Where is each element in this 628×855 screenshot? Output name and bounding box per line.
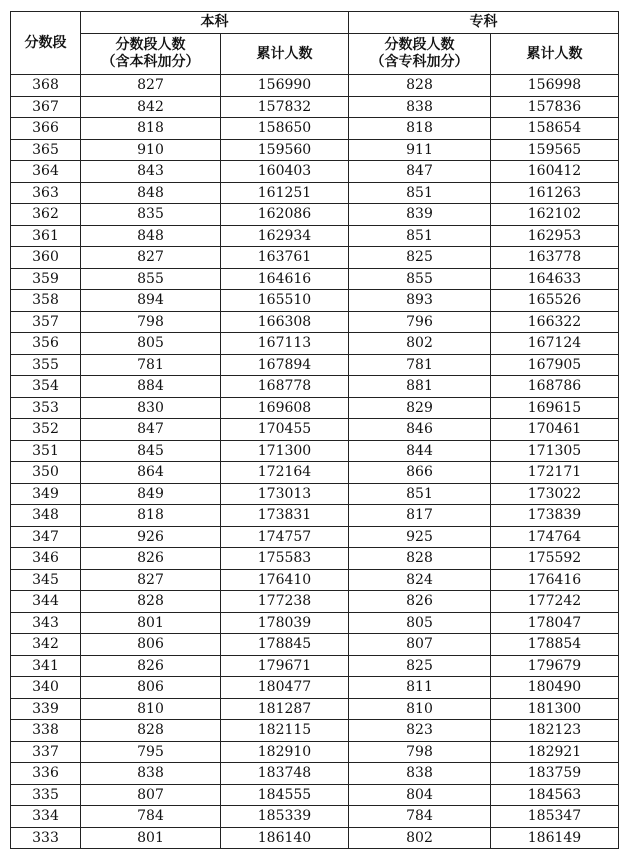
cell-junior-count: 807 bbox=[349, 634, 491, 656]
cell-undergrad-cumulative: 183748 bbox=[221, 763, 349, 785]
cell-undergrad-cumulative: 178039 bbox=[221, 612, 349, 634]
table-row bbox=[11, 311, 619, 333]
cell-score: 342 bbox=[11, 634, 81, 656]
cell-junior-count: 796 bbox=[349, 311, 491, 333]
cell-score: 337 bbox=[11, 741, 81, 763]
cell-score: 336 bbox=[11, 763, 81, 785]
cell-junior-cumulative: 182123 bbox=[491, 720, 619, 742]
cell-score: 356 bbox=[11, 333, 81, 355]
cell-junior-cumulative: 170461 bbox=[491, 419, 619, 441]
cell-score: 339 bbox=[11, 698, 81, 720]
table-row bbox=[11, 612, 619, 634]
cell-undergrad-cumulative: 158650 bbox=[221, 118, 349, 140]
cell-junior-count: 823 bbox=[349, 720, 491, 742]
table-row bbox=[11, 161, 619, 183]
table-row bbox=[11, 440, 619, 462]
cell-junior-count: 781 bbox=[349, 354, 491, 376]
cell-junior-count: 851 bbox=[349, 182, 491, 204]
cell-score: 334 bbox=[11, 806, 81, 828]
cell-score: 362 bbox=[11, 204, 81, 226]
cell-undergrad-count: 845 bbox=[81, 440, 221, 462]
cell-score: 352 bbox=[11, 419, 81, 441]
cell-junior-count: 839 bbox=[349, 204, 491, 226]
cell-undergrad-count: 828 bbox=[81, 591, 221, 613]
score-distribution-table bbox=[10, 11, 619, 849]
cell-junior-count: 805 bbox=[349, 612, 491, 634]
cell-junior-count: 851 bbox=[349, 225, 491, 247]
cell-junior-cumulative: 156998 bbox=[491, 75, 619, 97]
cell-junior-cumulative: 169615 bbox=[491, 397, 619, 419]
table-row bbox=[11, 784, 619, 806]
cell-undergrad-count: 842 bbox=[81, 96, 221, 118]
cell-junior-count: 828 bbox=[349, 75, 491, 97]
cell-score: 355 bbox=[11, 354, 81, 376]
cell-junior-cumulative: 167905 bbox=[491, 354, 619, 376]
table-body bbox=[11, 75, 619, 849]
cell-junior-count: 893 bbox=[349, 290, 491, 312]
cell-undergrad-count: 847 bbox=[81, 419, 221, 441]
cell-junior-count: 811 bbox=[349, 677, 491, 699]
cell-undergrad-count: 828 bbox=[81, 720, 221, 742]
cell-undergrad-cumulative: 163761 bbox=[221, 247, 349, 269]
cell-junior-cumulative: 174764 bbox=[491, 526, 619, 548]
cell-undergrad-count: 830 bbox=[81, 397, 221, 419]
cell-junior-cumulative: 168786 bbox=[491, 376, 619, 398]
table-row bbox=[11, 483, 619, 505]
cell-score: 361 bbox=[11, 225, 81, 247]
cell-junior-cumulative: 158654 bbox=[491, 118, 619, 140]
cell-junior-cumulative: 162102 bbox=[491, 204, 619, 226]
table-row bbox=[11, 741, 619, 763]
cell-undergrad-cumulative: 184555 bbox=[221, 784, 349, 806]
cell-junior-count: 798 bbox=[349, 741, 491, 763]
cell-junior-cumulative: 183759 bbox=[491, 763, 619, 785]
table-row bbox=[11, 268, 619, 290]
cell-junior-cumulative: 186149 bbox=[491, 827, 619, 849]
cell-junior-count: 911 bbox=[349, 139, 491, 161]
cell-undergrad-count: 784 bbox=[81, 806, 221, 828]
cell-junior-count: 818 bbox=[349, 118, 491, 140]
cell-junior-count: 784 bbox=[349, 806, 491, 828]
cell-score: 346 bbox=[11, 548, 81, 570]
cell-junior-cumulative: 164633 bbox=[491, 268, 619, 290]
table-row bbox=[11, 505, 619, 527]
cell-junior-count: 826 bbox=[349, 591, 491, 613]
cell-undergrad-cumulative: 169608 bbox=[221, 397, 349, 419]
table-row bbox=[11, 677, 619, 699]
cell-junior-cumulative: 177242 bbox=[491, 591, 619, 613]
cell-undergrad-cumulative: 179671 bbox=[221, 655, 349, 677]
cell-junior-cumulative: 173022 bbox=[491, 483, 619, 505]
cell-score: 349 bbox=[11, 483, 81, 505]
cell-undergrad-count: 848 bbox=[81, 225, 221, 247]
cell-score: 333 bbox=[11, 827, 81, 849]
cell-undergrad-count: 884 bbox=[81, 376, 221, 398]
header-undergrad-count-line2: （含本科加分） bbox=[101, 54, 200, 70]
cell-junior-cumulative: 182921 bbox=[491, 741, 619, 763]
cell-undergrad-cumulative: 161251 bbox=[221, 182, 349, 204]
cell-undergrad-count: 801 bbox=[81, 612, 221, 634]
cell-junior-cumulative: 163778 bbox=[491, 247, 619, 269]
table-row bbox=[11, 655, 619, 677]
cell-undergrad-cumulative: 173013 bbox=[221, 483, 349, 505]
cell-score: 354 bbox=[11, 376, 81, 398]
table-row bbox=[11, 806, 619, 828]
cell-undergrad-cumulative: 168778 bbox=[221, 376, 349, 398]
cell-junior-count: 881 bbox=[349, 376, 491, 398]
cell-score: 348 bbox=[11, 505, 81, 527]
cell-junior-cumulative: 179679 bbox=[491, 655, 619, 677]
table-row bbox=[11, 204, 619, 226]
header-junior-group: 专科 bbox=[349, 12, 619, 34]
cell-undergrad-cumulative: 170455 bbox=[221, 419, 349, 441]
header-undergrad-group: 本科 bbox=[81, 12, 349, 34]
cell-junior-count: 825 bbox=[349, 655, 491, 677]
table-header bbox=[11, 12, 619, 75]
cell-undergrad-cumulative: 178845 bbox=[221, 634, 349, 656]
cell-undergrad-count: 826 bbox=[81, 655, 221, 677]
cell-junior-cumulative: 167124 bbox=[491, 333, 619, 355]
cell-score: 363 bbox=[11, 182, 81, 204]
header-junior-cumulative: 累计人数 bbox=[491, 34, 619, 75]
cell-undergrad-count: 806 bbox=[81, 677, 221, 699]
cell-undergrad-cumulative: 167113 bbox=[221, 333, 349, 355]
table-row bbox=[11, 354, 619, 376]
cell-junior-count: 829 bbox=[349, 397, 491, 419]
cell-undergrad-count: 801 bbox=[81, 827, 221, 849]
cell-score: 347 bbox=[11, 526, 81, 548]
cell-undergrad-cumulative: 162086 bbox=[221, 204, 349, 226]
cell-undergrad-count: 795 bbox=[81, 741, 221, 763]
cell-undergrad-cumulative: 160403 bbox=[221, 161, 349, 183]
cell-undergrad-count: 926 bbox=[81, 526, 221, 548]
cell-score: 338 bbox=[11, 720, 81, 742]
cell-undergrad-cumulative: 171300 bbox=[221, 440, 349, 462]
cell-junior-count: 838 bbox=[349, 96, 491, 118]
cell-score: 360 bbox=[11, 247, 81, 269]
cell-junior-count: 838 bbox=[349, 763, 491, 785]
cell-undergrad-count: 826 bbox=[81, 548, 221, 570]
cell-undergrad-cumulative: 157832 bbox=[221, 96, 349, 118]
table-row bbox=[11, 698, 619, 720]
cell-junior-cumulative: 160412 bbox=[491, 161, 619, 183]
cell-score: 357 bbox=[11, 311, 81, 333]
table-row bbox=[11, 290, 619, 312]
cell-undergrad-count: 864 bbox=[81, 462, 221, 484]
cell-score: 351 bbox=[11, 440, 81, 462]
cell-junior-cumulative: 173839 bbox=[491, 505, 619, 527]
header-junior-count-line2: （含专科加分） bbox=[370, 54, 469, 70]
cell-undergrad-cumulative: 174757 bbox=[221, 526, 349, 548]
cell-junior-cumulative: 181300 bbox=[491, 698, 619, 720]
cell-junior-cumulative: 162953 bbox=[491, 225, 619, 247]
cell-junior-count: 846 bbox=[349, 419, 491, 441]
cell-junior-cumulative: 166322 bbox=[491, 311, 619, 333]
cell-undergrad-cumulative: 182910 bbox=[221, 741, 349, 763]
cell-undergrad-cumulative: 156990 bbox=[221, 75, 349, 97]
table-row bbox=[11, 139, 619, 161]
cell-undergrad-count: 827 bbox=[81, 247, 221, 269]
cell-undergrad-cumulative: 177238 bbox=[221, 591, 349, 613]
cell-score: 343 bbox=[11, 612, 81, 634]
cell-undergrad-count: 910 bbox=[81, 139, 221, 161]
table-row bbox=[11, 397, 619, 419]
cell-undergrad-count: 849 bbox=[81, 483, 221, 505]
cell-junior-cumulative: 184563 bbox=[491, 784, 619, 806]
cell-undergrad-count: 838 bbox=[81, 763, 221, 785]
cell-score: 358 bbox=[11, 290, 81, 312]
table-row bbox=[11, 763, 619, 785]
table-row bbox=[11, 548, 619, 570]
cell-junior-cumulative: 157836 bbox=[491, 96, 619, 118]
cell-junior-count: 802 bbox=[349, 827, 491, 849]
cell-score: 359 bbox=[11, 268, 81, 290]
table-row bbox=[11, 720, 619, 742]
header-undergrad-count bbox=[81, 34, 221, 75]
cell-junior-count: 825 bbox=[349, 247, 491, 269]
cell-undergrad-count: 894 bbox=[81, 290, 221, 312]
cell-undergrad-cumulative: 186140 bbox=[221, 827, 349, 849]
cell-junior-count: 824 bbox=[349, 569, 491, 591]
cell-score: 353 bbox=[11, 397, 81, 419]
table-row bbox=[11, 96, 619, 118]
table-row bbox=[11, 591, 619, 613]
cell-junior-count: 802 bbox=[349, 333, 491, 355]
cell-undergrad-cumulative: 167894 bbox=[221, 354, 349, 376]
cell-undergrad-count: 798 bbox=[81, 311, 221, 333]
cell-junior-cumulative: 172171 bbox=[491, 462, 619, 484]
table-row bbox=[11, 569, 619, 591]
cell-junior-cumulative: 159565 bbox=[491, 139, 619, 161]
cell-undergrad-count: 781 bbox=[81, 354, 221, 376]
cell-score: 335 bbox=[11, 784, 81, 806]
header-undergrad-cumulative: 累计人数 bbox=[221, 34, 349, 75]
cell-score: 350 bbox=[11, 462, 81, 484]
table-row bbox=[11, 634, 619, 656]
cell-undergrad-count: 835 bbox=[81, 204, 221, 226]
cell-undergrad-count: 810 bbox=[81, 698, 221, 720]
cell-undergrad-count: 806 bbox=[81, 634, 221, 656]
cell-junior-cumulative: 178047 bbox=[491, 612, 619, 634]
cell-undergrad-count: 843 bbox=[81, 161, 221, 183]
cell-undergrad-cumulative: 166308 bbox=[221, 311, 349, 333]
cell-score: 364 bbox=[11, 161, 81, 183]
cell-junior-count: 804 bbox=[349, 784, 491, 806]
cell-undergrad-cumulative: 164616 bbox=[221, 268, 349, 290]
header-score-band: 分数段 bbox=[11, 12, 81, 75]
cell-junior-count: 851 bbox=[349, 483, 491, 505]
cell-junior-count: 855 bbox=[349, 268, 491, 290]
cell-junior-cumulative: 161263 bbox=[491, 182, 619, 204]
cell-score: 365 bbox=[11, 139, 81, 161]
cell-junior-count: 847 bbox=[349, 161, 491, 183]
table-row bbox=[11, 376, 619, 398]
cell-junior-cumulative: 171305 bbox=[491, 440, 619, 462]
table-row bbox=[11, 827, 619, 849]
cell-junior-count: 828 bbox=[349, 548, 491, 570]
cell-junior-count: 866 bbox=[349, 462, 491, 484]
cell-undergrad-count: 805 bbox=[81, 333, 221, 355]
cell-undergrad-cumulative: 159560 bbox=[221, 139, 349, 161]
cell-undergrad-count: 827 bbox=[81, 569, 221, 591]
cell-undergrad-cumulative: 181287 bbox=[221, 698, 349, 720]
cell-junior-cumulative: 180490 bbox=[491, 677, 619, 699]
cell-undergrad-count: 818 bbox=[81, 505, 221, 527]
cell-score: 341 bbox=[11, 655, 81, 677]
table-row bbox=[11, 247, 619, 269]
cell-undergrad-cumulative: 176410 bbox=[221, 569, 349, 591]
cell-score: 345 bbox=[11, 569, 81, 591]
cell-junior-cumulative: 178854 bbox=[491, 634, 619, 656]
cell-junior-count: 925 bbox=[349, 526, 491, 548]
header-undergrad-count-line1: 分数段人数 bbox=[115, 37, 186, 53]
cell-junior-cumulative: 175592 bbox=[491, 548, 619, 570]
table-row bbox=[11, 75, 619, 97]
cell-undergrad-cumulative: 173831 bbox=[221, 505, 349, 527]
cell-undergrad-cumulative: 162934 bbox=[221, 225, 349, 247]
cell-undergrad-cumulative: 165510 bbox=[221, 290, 349, 312]
cell-score: 368 bbox=[11, 75, 81, 97]
table-row bbox=[11, 333, 619, 355]
header-junior-count-line1: 分数段人数 bbox=[384, 37, 455, 53]
table-row bbox=[11, 419, 619, 441]
cell-score: 344 bbox=[11, 591, 81, 613]
cell-score: 366 bbox=[11, 118, 81, 140]
cell-undergrad-cumulative: 180477 bbox=[221, 677, 349, 699]
cell-undergrad-count: 855 bbox=[81, 268, 221, 290]
header-junior-count bbox=[349, 34, 491, 75]
table-row bbox=[11, 225, 619, 247]
cell-junior-count: 817 bbox=[349, 505, 491, 527]
cell-junior-cumulative: 165526 bbox=[491, 290, 619, 312]
cell-undergrad-cumulative: 182115 bbox=[221, 720, 349, 742]
table-row bbox=[11, 182, 619, 204]
cell-undergrad-count: 848 bbox=[81, 182, 221, 204]
cell-score: 367 bbox=[11, 96, 81, 118]
table-row bbox=[11, 462, 619, 484]
table-row bbox=[11, 118, 619, 140]
cell-undergrad-cumulative: 172164 bbox=[221, 462, 349, 484]
cell-junior-count: 844 bbox=[349, 440, 491, 462]
cell-undergrad-cumulative: 175583 bbox=[221, 548, 349, 570]
score-distribution-table-container bbox=[10, 11, 619, 849]
cell-undergrad-count: 818 bbox=[81, 118, 221, 140]
table-row bbox=[11, 526, 619, 548]
cell-score: 340 bbox=[11, 677, 81, 699]
cell-undergrad-count: 807 bbox=[81, 784, 221, 806]
cell-junior-cumulative: 185347 bbox=[491, 806, 619, 828]
cell-undergrad-cumulative: 185339 bbox=[221, 806, 349, 828]
cell-junior-cumulative: 176416 bbox=[491, 569, 619, 591]
cell-junior-count: 810 bbox=[349, 698, 491, 720]
cell-undergrad-count: 827 bbox=[81, 75, 221, 97]
